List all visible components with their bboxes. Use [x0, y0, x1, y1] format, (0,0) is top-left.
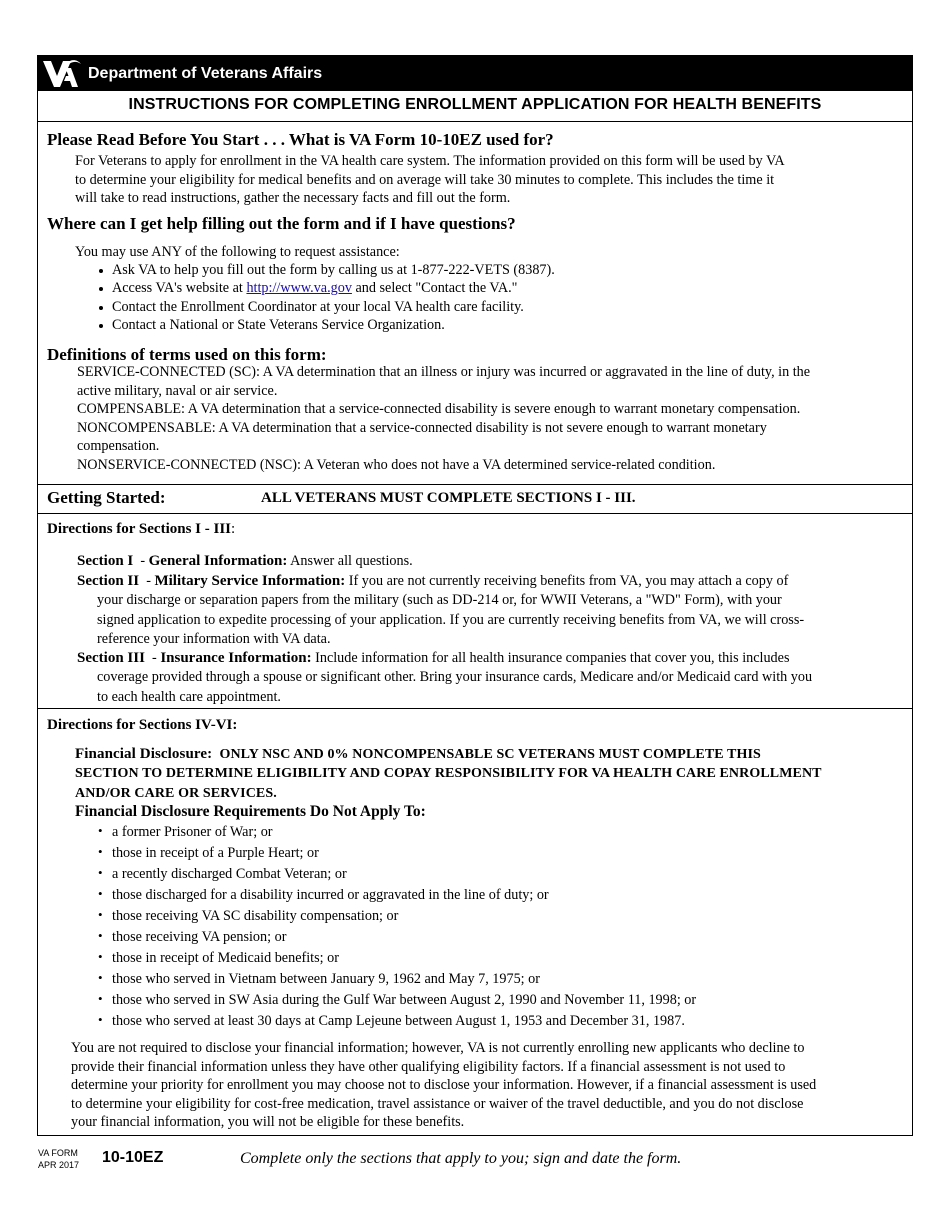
requirements-heading: Financial Disclosure Requirements Do Not Apply To:	[75, 803, 426, 820]
bullet-icon: •	[98, 991, 103, 1006]
definitions-text	[77, 363, 911, 474]
financial-disclosure-label: Financial Disclosure:	[75, 746, 213, 762]
section-3-text: Include information for all health insurance companies that cover you, this includes	[315, 650, 790, 666]
bullet-icon: •	[98, 844, 103, 859]
financial-disclosure-line: AND/OR CARE OR SERVICES.	[75, 785, 277, 801]
help-item: Contact the Enrollment Coordinator at your local VA health care facility.	[112, 299, 524, 315]
intro-text	[75, 152, 911, 208]
directions-1-heading	[47, 521, 235, 538]
directions-1-title: Directions for Sections I - III	[47, 521, 232, 537]
section-2-line: signed application to expedite processing of your application. If you are currently receiving benefits from VA, we will cross-	[97, 611, 805, 628]
form-date: APR 2017	[38, 1160, 80, 1170]
section-1-title: General Information:	[148, 553, 288, 569]
form-frame	[37, 55, 913, 1136]
form-id	[38, 1147, 79, 1171]
definition-line: NONSERVICE-CONNECTED (NSC): A Veteran who does not have a VA determined service-related condition.	[77, 456, 716, 473]
intro-line: to determine your eligibility for medical benefits and on average will take 30 minutes to complete. This includes the time it	[75, 171, 775, 188]
help-heading: Where can I get help filling out the form and if I have questions?	[47, 214, 516, 233]
getting-started-label: Getting Started:	[47, 488, 166, 507]
section-2-text: If you are not currently receiving benefits from VA, you may attach a copy of	[348, 573, 789, 589]
getting-started-text: ALL VETERANS MUST COMPLETE SECTIONS I - III.	[261, 490, 636, 506]
intro-heading: Please Read Before You Start . . . What is VA Form 10-10EZ used for?	[47, 130, 554, 149]
section-2-line: reference your information with VA data.	[97, 630, 331, 647]
intro-line: will take to read instructions, gather the necessary facts and fill out the form.	[75, 190, 511, 206]
definition-line: COMPENSABLE: A VA determination that a service-connected disability is severe enough to warrant monetary compensation.	[77, 401, 801, 417]
financial-disclosure-text: ONLY NSC AND 0% NONCOMPENSABLE SC VETERANS MUST COMPLETE THIS	[219, 747, 761, 762]
list-item-text: those who served in Vietnam between January 9, 1962 and May 7, 1975; or	[112, 971, 540, 987]
definitions-heading: Definitions of terms used on this form:	[47, 345, 327, 364]
closing-line: to determine your eligibility for cost-free medication, travel assistance or waiver of the travel deductible, and you do not disclose	[71, 1095, 804, 1112]
definition-line: compensation.	[77, 438, 160, 454]
dash: -	[152, 650, 157, 666]
bullet-icon: •	[98, 886, 103, 901]
dash: -	[140, 553, 146, 569]
bullet-icon: •	[98, 949, 103, 964]
section-3-title: Insurance Information:	[160, 650, 312, 666]
section-2-label: Section II	[77, 573, 140, 589]
title-row	[38, 91, 912, 122]
bullet-icon: •	[98, 907, 103, 922]
help-item: Contact a National or State Veterans Service Organization.	[112, 317, 445, 333]
divider	[38, 708, 912, 709]
department-name: Department of Veterans Affairs	[88, 65, 323, 82]
help-item-text: and select "Contact the VA."	[351, 280, 518, 296]
bullet-icon	[99, 269, 103, 273]
section-3-line: coverage provided through a spouse or significant other. Bring your insurance cards, Medicare and/or Medicaid card with you	[97, 669, 813, 686]
list-item-text: those receiving VA SC disability compensation; or	[112, 908, 399, 924]
bullet-icon: •	[98, 928, 103, 943]
section-3-info	[77, 649, 913, 707]
financial-disclosure-line: SECTION TO DETERMINE ELIGIBILITY AND COPAY RESPONSIBILITY FOR VA HEALTH CARE ENROLLMENT	[75, 766, 822, 782]
definition-line: active military, naval or air service.	[77, 382, 278, 399]
footer	[0, 1145, 950, 1185]
section-1-info	[77, 552, 913, 571]
bullet-icon	[99, 287, 103, 291]
section-1-text: Answer all questions.	[290, 553, 413, 569]
closing-text	[71, 1039, 911, 1132]
form-number: 10-10EZ	[102, 1149, 164, 1166]
bullet-icon	[99, 306, 103, 310]
list-item-text: those in receipt of a Purple Heart; or	[112, 845, 319, 861]
bullet-icon: •	[98, 1012, 103, 1027]
list-item-text: a former Prisoner of War; or	[112, 824, 273, 840]
closing-line: You are not required to disclose your financial information; however, VA is not currently enrolling new applicants who decline to	[71, 1040, 805, 1056]
definition-line: NONCOMPENSABLE: A VA determination that a service-connected disability is not severe enough to warrant monetary	[77, 419, 767, 436]
header-bar	[38, 56, 912, 91]
list-item-text: a recently discharged Combat Veteran; or	[112, 866, 347, 882]
directions-2-heading: Directions for Sections IV-VI:	[47, 717, 238, 733]
va-website-link[interactable]: http://www.va.gov	[246, 280, 352, 296]
closing-line: determine your priority for enrollment you may choose not to disclose your information. However, if a financial assessment is used	[71, 1077, 817, 1093]
list-item-text: those who served at least 30 days at Camp Lejeune between August 1, 1953 and December 31, 1987.	[112, 1013, 685, 1029]
bullet-icon: •	[98, 970, 103, 985]
list-item-text: those discharged for a disability incurred or aggravated in the line of duty; or	[112, 887, 549, 903]
section-3-line: to each health care appointment.	[97, 688, 281, 705]
section-2-info	[77, 572, 913, 649]
list-item-text: those in receipt of Medicaid benefits; or	[112, 950, 339, 966]
closing-line: provide their financial information unless they have other qualifying eligibility factors. If a financial assessment is not used to	[71, 1058, 786, 1075]
closing-line: your financial information, you will not be eligible for these benefits.	[71, 1114, 465, 1130]
section-2-title: Military Service Information:	[154, 573, 346, 589]
section-1-label: Section I	[77, 553, 134, 569]
bullet-icon: •	[98, 865, 103, 880]
list-item-text: those receiving VA pension; or	[112, 929, 287, 945]
help-item: Ask VA to help you fill out the form by calling us at 1-877-222-VETS (8387).	[112, 262, 555, 278]
section-2-line: your discharge or separation papers from the military (such as DD-214 or, for WWII Veterans, a "WD" Form), with your	[97, 592, 782, 609]
definition-line: SERVICE-CONNECTED (SC): A VA determination that an illness or injury was incurred or aggravated in the line of duty, in the	[77, 364, 811, 380]
dash: -	[146, 573, 151, 589]
page-title: INSTRUCTIONS FOR COMPLETING ENROLLMENT APPLICATION FOR HEALTH BENEFITS	[128, 96, 822, 113]
divider	[38, 513, 912, 514]
form-label: VA FORM	[38, 1148, 78, 1158]
bullet-icon: •	[98, 823, 103, 838]
va-logo-icon	[41, 58, 83, 90]
help-lead: You may use ANY of the following to request assistance:	[75, 244, 400, 260]
directions-1-colon: :	[231, 521, 236, 537]
help-item-text: Access VA's website at	[112, 280, 247, 296]
help-item	[112, 279, 517, 297]
footer-note: Complete only the sections that apply to you; sign and date the form.	[240, 1150, 682, 1167]
intro-line: For Veterans to apply for enrollment in the VA health care system. The information provided on this form will be used by VA	[75, 153, 785, 169]
financial-disclosure	[75, 745, 911, 803]
divider	[38, 484, 912, 485]
list-item-text: those who served in SW Asia during the Gulf War between August 2, 1990 and November 11, 1998; or	[112, 992, 697, 1008]
bullet-icon	[99, 324, 103, 328]
section-3-label: Section III	[77, 650, 145, 666]
